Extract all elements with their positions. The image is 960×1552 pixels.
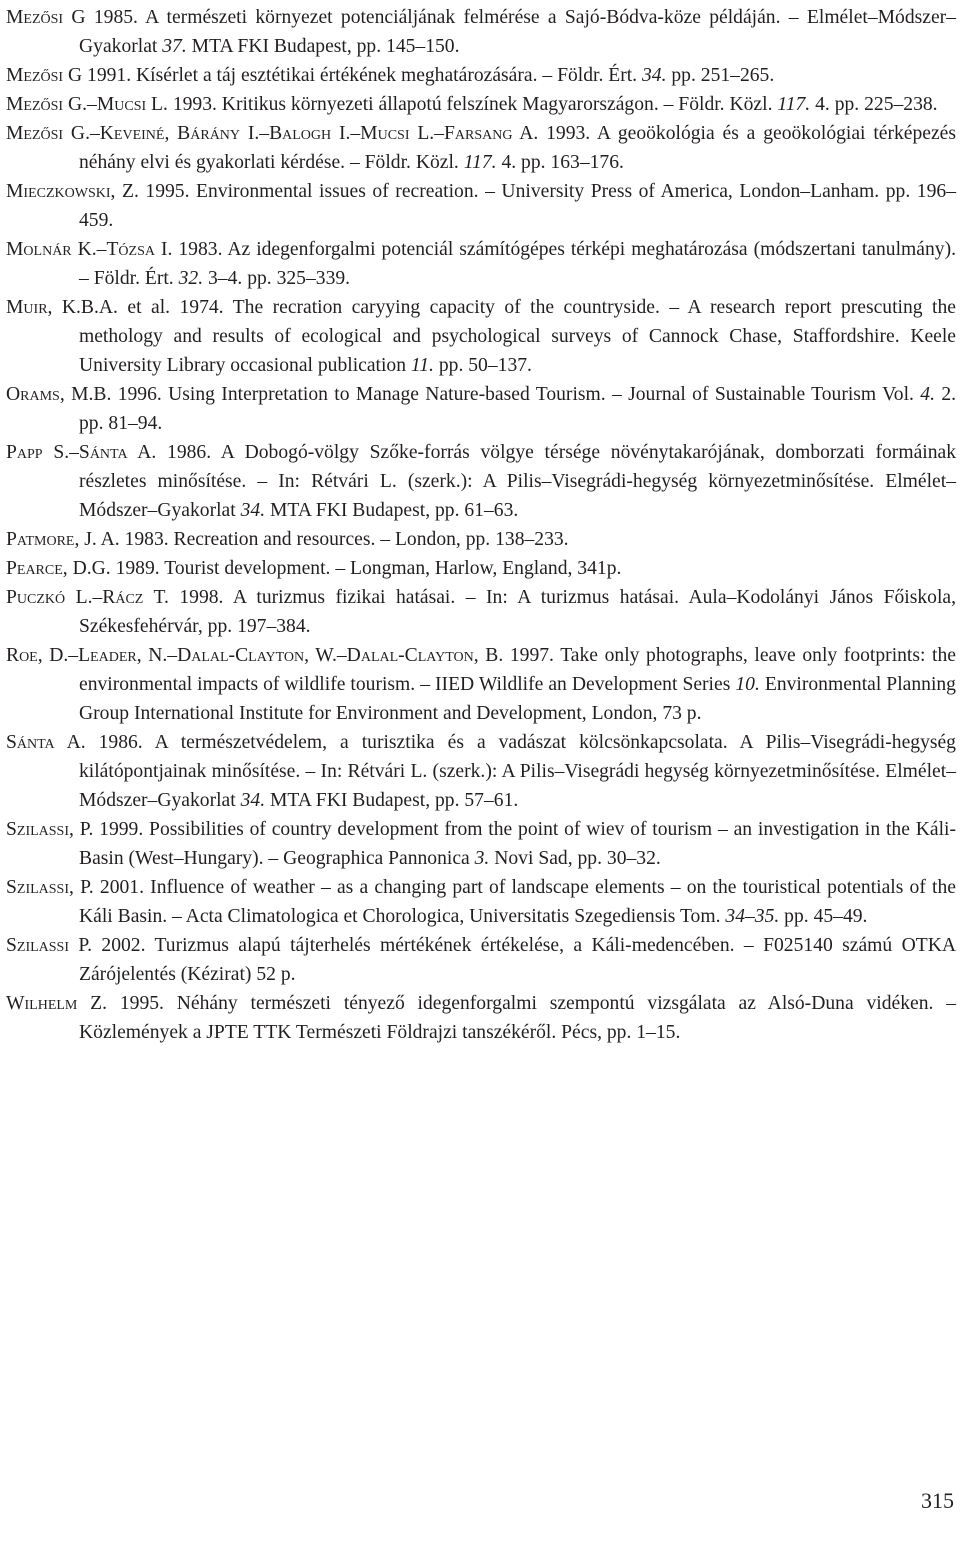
reference-volume: 117. (463, 152, 497, 173)
reference-entry (6, 61, 956, 90)
reference-text: 1995. Néhány természeti tényező idegenforgalmi szempontú vizsgálata az Alsó-Duna vidéken. – Közlemények a JPTE TTK Természeti Földrajzi tanszékéről. Pécs, pp. 1–15. (79, 993, 956, 1043)
reference-list (6, 3, 956, 1047)
reference-entry (6, 583, 956, 641)
reference-text: 2001. Influence of weather – as a changing part of landscape elements – on the touristical potentials of the Káli Basin. – Acta Climatologica et Chorologica, Universitatis Szegediensis Tom. (79, 877, 956, 927)
reference-authors: Szilassi P. (6, 935, 93, 956)
reference-tail: MTA FKI Budapest, pp. 57–61. (265, 790, 519, 811)
reference-authors: Roe, D.–Leader, N.–Dalal-Clayton, W.–Dalal-Clayton, B. (6, 645, 504, 666)
reference-entry (6, 177, 956, 235)
reference-tail: 2. pp. 81–94. (79, 384, 957, 434)
reference-text: 1989. Tourist development. – Longman, Harlow, England, 341p. (110, 558, 622, 579)
reference-entry (6, 525, 956, 554)
page-number: 315 (921, 1488, 954, 1513)
reference-text: 1999. Possibilities of country development from the point of wiev of tourism – an investigation in the Káli-Basin (West–Hungary). – Geographica Pannonica (79, 819, 956, 869)
reference-volume: 34. (641, 65, 667, 86)
reference-entry (6, 90, 956, 119)
reference-entry (6, 931, 956, 989)
reference-entry (6, 815, 956, 873)
reference-tail: MTA FKI Budapest, pp. 145–150. (186, 36, 460, 57)
reference-text: 1983. Az idegenforgalmi potenciál számítógépes térképi meghatározása (módszertani tanulmány). – Földr. Ért. (79, 239, 956, 289)
reference-authors: Szilassi, P. (6, 819, 94, 840)
reference-tail: pp. 251–265. (666, 65, 775, 86)
reference-authors: Molnár K.–Tózsa I. (6, 239, 173, 260)
reference-volume: 34–35. (725, 906, 780, 927)
reference-authors: Orams, M.B. (6, 384, 112, 405)
reference-text: 1998. A turizmus fizikai hatásai. – In: A turizmus hatásai. Aula–Kodolányi János Főiskola, Székesfehérvár, pp. 197–384. (79, 587, 956, 637)
reference-authors: Puczkó L.–Rácz T. (6, 587, 169, 608)
reference-text: 1996. Using Interpretation to Manage Nature-based Tourism. – Journal of Sustainable Tourism Vol. (111, 384, 921, 405)
reference-authors: Muir, K.B.A. (6, 297, 118, 318)
reference-text: 1985. A természeti környezet potenciáljának felmérése a Sajó-Bódva-köze példáján. – Elmélet–Módszer–Gyakorlat (79, 7, 956, 57)
reference-entry (6, 438, 956, 525)
reference-tail: Environmental Planning Group International Institute for Environment and Development, London, 73 p. (79, 674, 956, 724)
reference-authors: Papp S.–Sánta A. (6, 442, 157, 463)
reference-tail: 4. pp. 225–238. (810, 94, 938, 115)
reference-text: 1993. A geoökológia és a geoökológiai térképezés néhány elvi és gyakorlati kérdése. – Földr. Közl. (79, 123, 956, 173)
reference-text: 1991. Kísérlet a táj esztétikai értékének meghatározására. – Földr. Ért. (82, 65, 642, 86)
reference-authors: Mezősi G (6, 7, 86, 28)
reference-text: 1983. Recreation and resources. – London, pp. 138–233. (119, 529, 569, 550)
reference-text: 1995. Environmental issues of recreation. – University Press of America, London–Lanham. pp. 196–459. (79, 181, 956, 231)
reference-tail: pp. 45–49. (779, 906, 868, 927)
reference-entry (6, 119, 956, 177)
reference-tail: pp. 50–137. (433, 355, 532, 376)
reference-text: 1986. A Dobogó-völgy Szőke-forrás völgye térsége növénytakarójának, domborzati formáinak részletes minősítése. – In: Rétvári L. (szerk.): A Pilis–Visegrádi-hegység környezetminősítése. Elmélet–Módszer–Gyakorlat (79, 442, 956, 521)
reference-volume: 4. (920, 384, 935, 405)
reference-entry (6, 728, 956, 815)
reference-authors: Pearce, D.G. (6, 558, 111, 579)
reference-entry (6, 380, 956, 438)
reference-tail: Novi Sad, pp. 30–32. (489, 848, 661, 869)
reference-text: 1997. Take only photographs, leave only footprints: the environmental impacts of wildlife tourism. – IIED Wildlife an Development Series (79, 645, 956, 695)
reference-authors: Mezősi G.–Keveiné, Bárány I.–Balogh I.–Mucsi L.–Farsang A. (6, 123, 539, 144)
reference-authors: Mezősi G (6, 65, 83, 86)
reference-text: 2002. Turizmus alapú tájterhelés mértékének értékelése, a Káli-medencében. – F025140 számú OTKA Zárójelentés (Kézirat) 52 p. (79, 935, 956, 985)
reference-volume: 3. (474, 848, 490, 869)
reference-volume: 117. (777, 94, 811, 115)
reference-entry (6, 3, 956, 61)
reference-tail: 3–4. pp. 325–339. (203, 268, 351, 289)
reference-text: 1986. A természetvédelem, a turisztika és a vadászat kölcsönkapcsolata. A Pilis–Visegrádi-hegység kilátópontjainak minősítése. – In: Rétvári L. (szerk.): A Pilis–Visegrádi hegység környezetminősítése. Elmélet–Módszer–Gyakorlat (79, 732, 956, 811)
reference-authors: Sánta A. (6, 732, 86, 753)
reference-entry (6, 641, 956, 728)
reference-authors: Szilassi, P. (6, 877, 94, 898)
reference-authors: Mieczkowski, Z. (6, 181, 139, 202)
reference-volume: 34. (240, 790, 266, 811)
reference-entry (6, 873, 956, 931)
reference-entry (6, 989, 956, 1047)
reference-authors: Wilhelm Z. (6, 993, 108, 1014)
reference-text: 1993. Kritikus környezeti állapotú felszínek Magyarországon. – Földr. Közl. (167, 94, 778, 115)
reference-entry (6, 554, 956, 583)
reference-volume: 34. (240, 500, 266, 521)
reference-volume: 32. (178, 268, 204, 289)
reference-entry (6, 235, 956, 293)
reference-volume: 11. (410, 355, 434, 376)
reference-tail: MTA FKI Budapest, pp. 61–63. (265, 500, 519, 521)
reference-tail: 4. pp. 163–176. (496, 152, 624, 173)
reference-authors: Patmore, J. A. (6, 529, 120, 550)
reference-volume: 10. (735, 674, 760, 695)
reference-authors: Mezősi G.–Mucsi L. (6, 94, 168, 115)
reference-volume: 37. (162, 36, 187, 57)
reference-entry (6, 293, 956, 380)
reference-text: et al. 1974. The recration caryying capacity of the countryside. – A research report prescuting the methology and results of ecological and psychological surveys of Cannock Chase, Staffordshire. Keele University Library occasional publication (79, 297, 956, 376)
